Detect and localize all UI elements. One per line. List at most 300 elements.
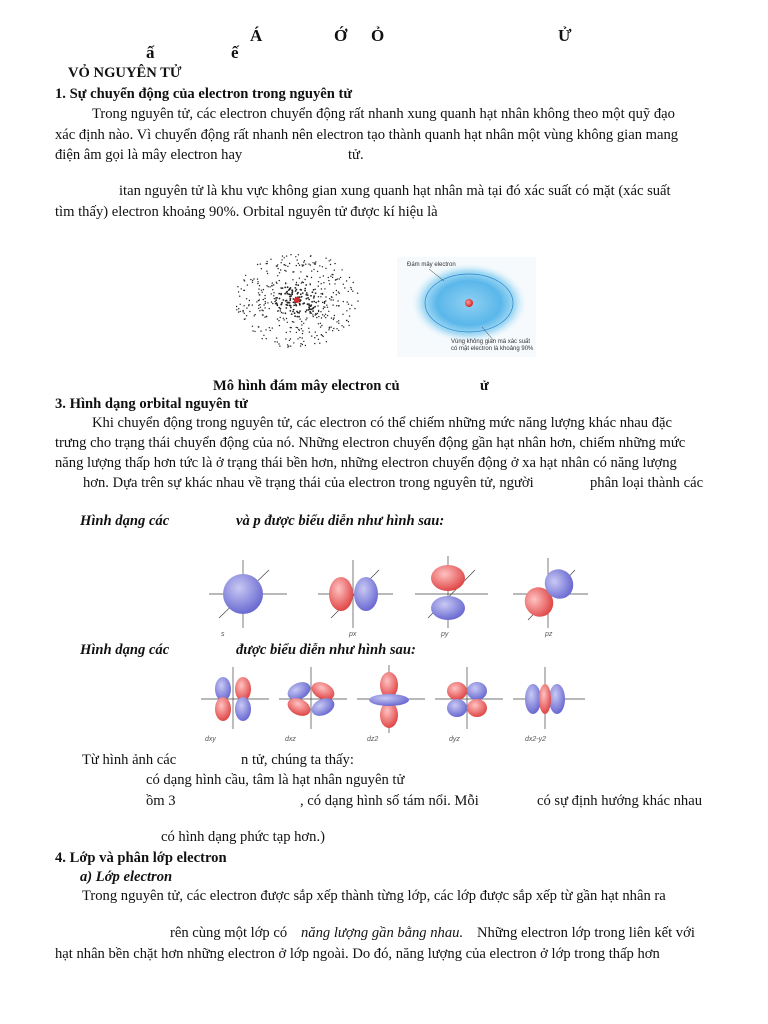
cloud-dot	[353, 282, 354, 283]
cloud-dot	[334, 283, 335, 284]
cloud-dot	[311, 277, 312, 278]
cloud-dot	[295, 290, 297, 292]
cloud-dot	[302, 265, 303, 266]
cloud-dot	[266, 285, 267, 286]
title-fragment: Ỏ	[371, 26, 385, 45]
cloud-dot	[330, 264, 331, 265]
cloud-dot	[322, 314, 323, 315]
title-fragment: ấ	[146, 43, 155, 62]
cloud-dot	[336, 321, 337, 322]
cloud-dot	[290, 307, 292, 309]
cloud-dot	[301, 321, 302, 322]
cloud-dot	[257, 264, 258, 265]
cloud-label: Đám mây electron	[407, 262, 456, 268]
cloud-dot	[266, 338, 267, 339]
cloud-dot	[265, 303, 266, 304]
cloud-dot	[284, 293, 286, 295]
cloud-dot	[268, 286, 269, 287]
cloud-dot	[320, 323, 321, 324]
s-p-orbitals-image	[183, 548, 603, 643]
cloud-dot	[245, 275, 246, 276]
cloud-dot	[321, 288, 322, 289]
cloud-dot	[281, 262, 282, 263]
cloud-dot	[290, 254, 291, 255]
figure-intro: Hình dạng các	[80, 513, 170, 529]
cloud-dot	[296, 265, 297, 266]
cloud-dot	[348, 304, 349, 305]
paragraph-line: điện âm gọi là mây electron hay	[55, 147, 243, 163]
cloud-dot	[264, 295, 265, 296]
cloud-dot	[339, 293, 340, 294]
cloud-dot	[278, 268, 279, 269]
cloud-dot	[350, 287, 351, 288]
cloud-dot	[296, 282, 297, 283]
cloud-dot	[335, 279, 336, 280]
dz2-orbital	[357, 665, 425, 743]
cloud-dot	[269, 327, 270, 328]
cloud-dot	[337, 278, 338, 279]
cloud-dot	[341, 325, 342, 326]
cloud-dot	[323, 336, 324, 337]
cloud-dot	[329, 327, 330, 328]
cloud-dot	[277, 341, 278, 342]
cloud-dot	[287, 346, 288, 347]
cloud-dot	[270, 330, 271, 331]
cloud-dot	[252, 326, 253, 327]
cloud-dot	[263, 304, 264, 305]
cloud-dot	[289, 340, 290, 341]
cloud-dot	[346, 280, 347, 281]
cloud-dot	[305, 345, 306, 346]
cloud-dot	[305, 284, 307, 286]
paragraph-line: hơn. Dựa trên sự khác nhau về trạng thái của electron trong nguyên tử, người	[83, 475, 534, 491]
cloud-dot	[281, 259, 282, 260]
cloud-dot	[333, 319, 334, 320]
cloud-dot	[305, 311, 307, 313]
cloud-dot	[272, 282, 273, 283]
cloud-dot	[326, 341, 327, 342]
cloud-dot	[269, 286, 270, 287]
cloud-dot	[291, 327, 292, 328]
cloud-dot	[320, 326, 321, 327]
orbital-label: px	[349, 631, 357, 638]
cloud-dot	[276, 265, 277, 266]
cloud-dot	[280, 304, 282, 306]
figure-intro: và p được biểu diễn như hình sau:	[236, 513, 445, 529]
cloud-dot	[287, 286, 289, 288]
orbital-label: dxz	[285, 736, 296, 743]
cloud-dot	[257, 283, 258, 284]
cloud-dot	[294, 312, 296, 314]
cloud-dot	[267, 302, 268, 303]
cloud-dot	[300, 271, 301, 272]
cloud-dot	[329, 260, 330, 261]
paragraph-line: rên cùng một lớp có	[170, 925, 288, 941]
cloud-dot	[259, 299, 260, 300]
orbital-label: dz2	[367, 736, 379, 743]
px-orbital	[318, 560, 393, 638]
cloud-dot	[285, 307, 287, 309]
paragraph-line: trưng cho trạng thái chuyển động của nó. Những electron chuyển động gần hạt nhân hơn, chiếm những mức	[55, 435, 686, 451]
cloud-dot	[260, 263, 261, 264]
cloud-dot	[280, 310, 281, 311]
cloud-dot	[325, 268, 326, 269]
cloud-dot	[297, 338, 298, 339]
cloud-dot	[249, 300, 250, 301]
cloud-dot	[276, 282, 277, 283]
cloud-dot	[272, 303, 273, 304]
cloud-dot	[314, 262, 315, 263]
cloud-dot	[330, 276, 331, 277]
cloud-dot	[314, 264, 315, 265]
cloud-dot	[343, 284, 344, 285]
cloud-dot	[294, 287, 296, 289]
cloud-dot	[318, 285, 319, 286]
cloud-dot	[261, 290, 262, 291]
cloud-dot	[312, 262, 313, 263]
cloud-dot	[300, 343, 301, 344]
cloud-dot	[303, 282, 304, 283]
cloud-dot	[276, 297, 278, 299]
cloud-dot	[290, 331, 291, 332]
cloud-dot	[293, 305, 295, 307]
cloud-dot	[304, 260, 305, 261]
cloud-dot	[262, 310, 263, 311]
cloud-dot	[293, 301, 295, 303]
cloud-dot	[302, 344, 303, 345]
cloud-dot	[277, 275, 278, 276]
cloud-dot	[260, 307, 261, 308]
cloud-dot	[252, 304, 253, 305]
cloud-dot	[318, 281, 319, 282]
cloud-dot	[303, 265, 304, 266]
cloud-dot	[279, 345, 280, 346]
cloud-dot	[285, 282, 286, 283]
cloud-dot	[341, 269, 342, 270]
cloud-dot	[320, 296, 321, 297]
cloud-dot	[322, 266, 323, 267]
cloud-dot	[276, 303, 278, 305]
cloud-dot	[330, 326, 331, 327]
cloud-dot	[304, 290, 306, 292]
cloud-dot	[333, 328, 334, 329]
cloud-dot	[266, 261, 267, 262]
cloud-dot	[298, 263, 299, 264]
cloud-dot	[250, 279, 251, 280]
cloud-dot	[315, 313, 316, 314]
cloud-dot	[332, 330, 333, 331]
paragraph-line: Trong nguyên tử, các electron chuyển động rất nhanh xung quanh hạt nhân không theo một quỹ đạo	[92, 106, 675, 122]
s-orbital	[209, 560, 287, 638]
cloud-dot	[306, 292, 308, 294]
cloud-dot	[306, 276, 307, 277]
cloud-dot	[263, 335, 264, 336]
cloud-dot	[297, 284, 299, 286]
cloud-dot	[338, 291, 339, 292]
cloud-dot	[299, 304, 301, 306]
cloud-dot	[332, 304, 333, 305]
cloud-dot	[338, 323, 339, 324]
paragraph-line: xác định nào. Vì chuyển động rất nhanh nên electron tạo thành quanh hạt nhân một vùng không gian mang	[55, 127, 679, 143]
cloud-dot	[237, 286, 238, 287]
cloud-dot	[297, 292, 299, 294]
cloud-dot	[310, 295, 312, 297]
cloud-dot	[284, 287, 286, 289]
cloud-dot	[314, 337, 315, 338]
cloud-dot	[284, 270, 285, 271]
cloud-dot	[329, 298, 330, 299]
cloud-dot	[274, 301, 275, 302]
cloud-dot	[258, 292, 259, 293]
cloud-dot	[310, 255, 311, 256]
cloud-dot	[299, 337, 300, 338]
cloud-dot	[334, 263, 335, 264]
paragraph-line: Từ hình ảnh các	[82, 752, 177, 768]
cloud-dot	[310, 284, 311, 285]
cloud-dot	[270, 259, 271, 260]
cloud-dot	[278, 307, 280, 309]
cloud-dot	[301, 296, 303, 298]
cloud-dot	[265, 329, 266, 330]
title-fragment: Ử	[558, 26, 572, 45]
cloud-dot	[280, 293, 282, 295]
cloud-dot	[244, 313, 245, 314]
cloud-dot	[316, 317, 317, 318]
cloud-dot	[243, 305, 244, 306]
cloud-dot	[299, 296, 301, 298]
cloud-dot	[315, 261, 316, 262]
cloud-dot	[236, 309, 237, 310]
cloud-dot	[331, 317, 332, 318]
dx2-y2-orbital	[513, 667, 585, 743]
cloud-dot	[246, 307, 247, 308]
cloud-dot	[333, 317, 334, 318]
cloud-dot	[299, 330, 300, 331]
cloud-dot	[272, 327, 273, 328]
cloud-dot	[293, 271, 294, 272]
cloud-dot	[313, 295, 315, 297]
paragraph-line: Khi chuyển động trong nguyên tử, các electron có thể chiếm những mức năng lượng khác nhau đặc	[92, 415, 672, 431]
cloud-dot	[328, 280, 329, 281]
figure-caption: ử	[480, 378, 489, 394]
cloud-dot	[325, 332, 326, 333]
cloud-dot	[278, 310, 279, 311]
cloud-dot	[271, 301, 272, 302]
cloud-dot	[315, 289, 316, 290]
cloud-dot	[319, 343, 320, 344]
cloud-dot	[266, 263, 267, 264]
cloud-dot	[289, 263, 290, 264]
cloud-dot	[328, 277, 329, 278]
cloud-dot	[272, 289, 273, 290]
cloud-dot	[254, 314, 255, 315]
cloud-dot	[302, 337, 303, 338]
cloud-dot	[318, 323, 319, 324]
cloud-dot	[271, 285, 272, 286]
cloud-dot	[238, 311, 239, 312]
cloud-dot	[306, 309, 308, 311]
cloud-dot	[352, 291, 353, 292]
cloud-dot	[303, 341, 304, 342]
paragraph-line: có sự định hướng khác nhau	[537, 793, 702, 809]
cloud-dot	[312, 310, 314, 312]
heading-3: 3. Hình dạng orbital nguyên tử	[55, 396, 248, 412]
cloud-dot	[320, 293, 321, 294]
cloud-dot	[349, 277, 350, 278]
paragraph-line: tử.	[348, 147, 364, 163]
cloud-dot	[309, 331, 310, 332]
cloud-dot	[303, 262, 304, 263]
cloud-dot	[282, 312, 283, 313]
cloud-dot	[321, 283, 322, 284]
cloud-dot	[266, 271, 267, 272]
cloud-dot	[307, 294, 309, 296]
cloud-dot	[238, 308, 239, 309]
cloud-dot	[263, 289, 264, 290]
cloud-dot	[354, 308, 355, 309]
cloud-dot	[288, 293, 290, 295]
cloud-dot	[297, 259, 298, 260]
cloud-dot	[297, 327, 298, 328]
cloud-dot	[310, 304, 312, 306]
cloud-dot	[322, 293, 323, 294]
cloud-dot	[295, 284, 297, 286]
cloud-dot	[236, 306, 237, 307]
cloud-dot	[314, 306, 316, 308]
cloud-dot	[239, 296, 240, 297]
cloud-dot	[342, 314, 343, 315]
cloud-dot	[240, 304, 241, 305]
cloud-dot	[302, 303, 304, 305]
cloud-dot	[247, 284, 248, 285]
cloud-dot	[312, 314, 313, 315]
cloud-dot	[321, 325, 322, 326]
electron-cloud-probability-image	[397, 257, 536, 357]
cloud-dot	[277, 318, 278, 319]
cloud-dot	[252, 282, 253, 283]
cloud-dot	[285, 304, 287, 306]
cloud-dot	[294, 315, 296, 317]
cloud-dot	[257, 281, 258, 282]
subheading: a) Lớp electron	[80, 869, 173, 885]
cloud-dot	[296, 327, 297, 328]
paragraph-line: ồm 3	[146, 793, 176, 809]
cloud-dot	[313, 301, 315, 303]
cloud-dot	[293, 321, 294, 322]
cloud-dot	[273, 284, 274, 285]
cloud-dot	[301, 282, 302, 283]
figure-intro: Hình dạng các	[80, 642, 170, 658]
cloud-dot	[296, 332, 297, 333]
cloud-dot	[264, 298, 265, 299]
cloud-dot	[336, 294, 337, 295]
cloud-dot	[264, 316, 265, 317]
cloud-dot	[306, 298, 308, 300]
cloud-dot	[348, 291, 349, 292]
cloud-dot	[259, 304, 260, 305]
cloud-dot	[271, 293, 272, 294]
cloud-dot	[292, 321, 293, 322]
cloud-dot	[336, 305, 337, 306]
cloud-dot	[238, 291, 239, 292]
cloud-dot	[289, 310, 291, 312]
orbital-label: pz	[545, 631, 553, 638]
cloud-dot	[325, 300, 326, 301]
cloud-dot	[292, 279, 293, 280]
cloud-dot	[241, 288, 242, 289]
cloud-dot	[269, 308, 270, 309]
cloud-dot	[299, 318, 300, 319]
cloud-dot	[280, 269, 281, 270]
cloud-dot	[308, 307, 310, 309]
cloud-dot	[306, 317, 307, 318]
cloud-dot	[280, 287, 281, 288]
cloud-dot	[301, 328, 302, 329]
cloud-dot	[336, 290, 337, 291]
cloud-dot	[316, 335, 317, 336]
nucleus-dot	[294, 297, 300, 303]
cloud-dot	[357, 293, 358, 294]
cloud-dot	[326, 305, 327, 306]
title-fragment: Á	[250, 26, 263, 45]
cloud-dot	[323, 282, 324, 283]
cloud-dot	[320, 311, 321, 312]
cloud-dot	[242, 311, 243, 312]
cloud-dot	[285, 300, 287, 302]
cloud-dot	[317, 271, 318, 272]
cloud-dot	[299, 278, 300, 279]
cloud-dot	[318, 311, 319, 312]
cloud-dot	[262, 338, 263, 339]
cloud-dot	[299, 310, 301, 312]
region-label: có mặt electron là khoảng 90%	[451, 346, 534, 352]
cloud-dot	[305, 264, 306, 265]
cloud-dot	[243, 290, 244, 291]
cloud-dot	[305, 319, 306, 320]
cloud-dot	[278, 293, 280, 295]
cloud-dot	[282, 255, 283, 256]
cloud-dot	[287, 322, 288, 323]
cloud-dot	[278, 320, 279, 321]
cloud-dot	[261, 268, 262, 269]
cloud-dot	[293, 309, 295, 311]
cloud-dot	[351, 305, 352, 306]
cloud-dot	[357, 300, 358, 301]
cloud-dot	[330, 259, 331, 260]
cloud-dot	[318, 316, 319, 317]
cloud-dot	[333, 292, 334, 293]
cloud-dot	[330, 299, 331, 300]
cloud-dot	[302, 292, 304, 294]
cloud-dot	[333, 299, 334, 300]
cloud-dot	[348, 325, 349, 326]
cloud-dot	[290, 305, 292, 307]
cloud-dot	[317, 305, 318, 306]
cloud-dot	[311, 270, 312, 271]
paragraph-line: tìm thấy) electron khoảng 90%. Orbital nguyên tử được kí hiệu là	[55, 204, 438, 220]
cloud-dot	[284, 257, 285, 258]
cloud-dot	[286, 318, 287, 319]
cloud-dot	[303, 323, 304, 324]
cloud-dot	[310, 264, 311, 265]
dxy-orbital	[201, 667, 269, 743]
paragraph-line-emphasis: năng lượng gần bằng nhau.	[301, 925, 464, 941]
cloud-dot	[295, 256, 296, 257]
section-title: VỎ NGUYÊN TỬ	[68, 65, 182, 81]
cloud-dot	[327, 315, 328, 316]
cloud-dot	[328, 311, 329, 312]
d-orbitals-image	[195, 663, 595, 748]
